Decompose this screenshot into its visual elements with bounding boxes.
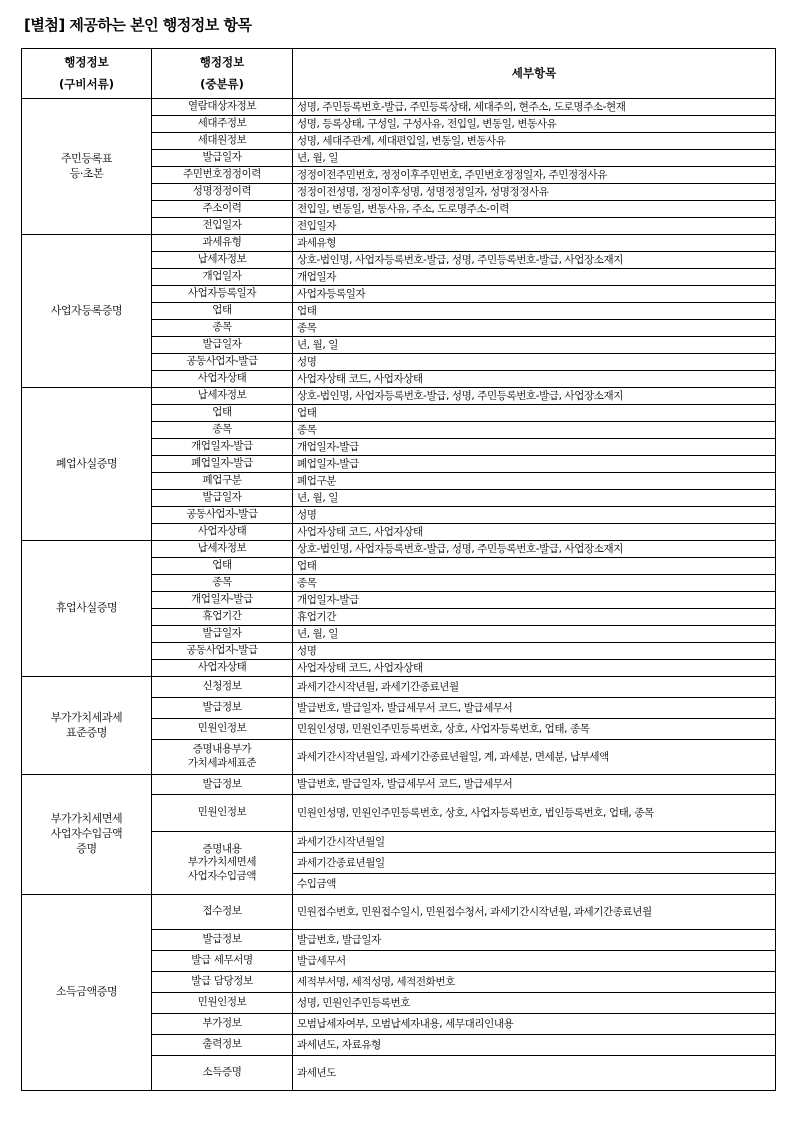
detail-cell: 성명, 주민등록번호-발급, 주민등록상태, 세대주의, 현주소, 도로명주소-현재 [293,99,776,116]
header-subcategory-line1: 행정정보 [199,54,245,69]
detail-cell: 민원접수번호, 민원접수일시, 민원접수청서, 과세기간시작년월, 과세기간종료년월 [293,895,776,930]
detail-cell: 종목 [293,320,776,337]
detail-cell: 과세유형 [293,235,776,252]
detail-cell: 업태 [293,405,776,422]
subcategory-cell: 발급정보 [152,930,293,951]
detail-cell: 성명, 등록상태, 구성일, 구성사유, 전입일, 변동일, 변동사유 [293,116,776,133]
subcategory-cell: 부가정보 [152,1014,293,1035]
detail-cell: 정정이전주민번호, 정정이후주민번호, 주민번호정정일자, 주민정정사유 [293,167,776,184]
subcategory-cell: 발급 세무서명 [152,951,293,972]
subcategory-cell: 납세자정보 [152,388,293,405]
category-cell: 사업자등록증명 [22,235,152,388]
subcategory-cell: 발급정보 [152,698,293,719]
subcategory-cell: 개업일자-발급 [152,592,293,609]
detail-cell: 사업자상태 코드, 사업자상태 [293,524,776,541]
subcategory-cell: 열람대상자정보 [152,99,293,116]
detail-cell: 사업자상태 코드, 사업자상태 [293,371,776,388]
subcategory-cell: 사업자상태 [152,660,293,677]
subcategory-cell: 업태 [152,558,293,575]
subcategory-cell: 주소이력 [152,201,293,218]
detail-cell: 모범납세자여부, 모범납세자내용, 세무대리인내용 [293,1014,776,1035]
detail-cell: 년, 월, 일 [293,337,776,354]
table-row [22,895,776,930]
subcategory-cell: 공동사업자-발급 [152,643,293,660]
detail-cell: 휴업기간 [293,609,776,626]
header-subcategory-line2: (중분류) [200,76,244,91]
detail-cell: 민원인성명, 민원인주민등록번호, 상호, 사업자등록번호, 법인등록번호, 업태, 종목 [293,795,776,832]
detail-cell: 상호-법인명, 사업자등록번호-발급, 성명, 주민등록번호-발급, 사업장소재지 [293,252,776,269]
subcategory-cell: 종목 [152,422,293,439]
detail-cell: 발급번호, 발급일자, 발급세무서 코드, 발급세무서 [293,775,776,795]
subcategory-cell: 민원인정보 [152,993,293,1014]
detail-cell: 상호-법인명, 사업자등록번호-발급, 성명, 주민등록번호-발급, 사업장소재지 [293,541,776,558]
detail-cell: 종목 [293,422,776,439]
category-cell: 부가가치세과세 표준증명 [22,677,152,775]
detail-cell: 성명, 세대주관계, 세대편입일, 변동일, 변동사유 [293,133,776,150]
subcategory-cell: 증명내용 부가가치세면세 사업자수입금액 [152,832,293,895]
detail-cell: 과세년도 [293,1056,776,1091]
subcategory-cell: 민원인정보 [152,795,293,832]
subcategory-cell: 개업일자 [152,269,293,286]
subcategory-cell: 사업자상태 [152,524,293,541]
detail-cell: 사업자상태 코드, 사업자상태 [293,660,776,677]
detail-cell: 성명 [293,507,776,524]
subcategory-cell: 발급일자 [152,626,293,643]
detail-cell: 성명 [293,354,776,371]
subcategory-cell: 업태 [152,405,293,422]
header-category [22,49,152,99]
subcategory-cell: 신청정보 [152,677,293,698]
detail-cell: 년, 월, 일 [293,150,776,167]
detail-cell: 성명, 민원인주민등록번호 [293,993,776,1014]
table-row [22,99,776,116]
subcategory-cell: 휴업기간 [152,609,293,626]
detail-cell: 업태 [293,303,776,320]
subcategory-cell: 소득증명 [152,1056,293,1091]
detail-cell: 폐업일자-발급 [293,456,776,473]
subcategory-cell: 출력정보 [152,1035,293,1056]
subcategory-cell: 폐업일자-발급 [152,456,293,473]
subcategory-cell: 종목 [152,320,293,337]
detail-cell: 년, 월, 일 [293,490,776,507]
document-title: [별첨] 제공하는 본인 행정정보 항목 [24,16,252,34]
detail-cell: 종목 [293,575,776,592]
detail-cell: 상호-법인명, 사업자등록번호-발급, 성명, 주민등록번호-발급, 사업장소재지 [293,388,776,405]
detail-cell: 발급세무서 [293,951,776,972]
table-row [22,388,776,405]
detail-cell: 업태 [293,558,776,575]
subcategory-cell: 증명내용부가 가치세과세표준 [152,740,293,775]
header-subcategory [152,49,293,99]
header-category-line1: 행정정보 [64,54,109,69]
subcategory-cell: 민원인정보 [152,719,293,740]
table-row [22,235,776,252]
detail-cell: 성명 [293,643,776,660]
detail-cell: 민원인성명, 민원인주민등록번호, 상호, 사업자등록번호, 업태, 종목 [293,719,776,740]
subcategory-cell: 발급일자 [152,150,293,167]
subcategory-cell: 종목 [152,575,293,592]
table-row [22,775,776,795]
subcategory-cell: 주민번호정정이력 [152,167,293,184]
detail-cell: 년, 월, 일 [293,626,776,643]
detail-cell: 정정이전성명, 정정이후성명, 성명정정일자, 성명정정사유 [293,184,776,201]
detail-cell: 개업일자 [293,269,776,286]
subcategory-cell: 접수정보 [152,895,293,930]
table-row [22,677,776,698]
detail-cell: 사업자등록일자 [293,286,776,303]
admin-info-table [21,48,776,1091]
subcategory-cell: 과세유형 [152,235,293,252]
detail-cell: 과세년도, 자료유형 [293,1035,776,1056]
detail-cell: 세적부서명, 세적성명, 세적전화번호 [293,972,776,993]
detail-cell: 과세기간종료년월일 [293,853,776,874]
subcategory-cell: 공동사업자-발급 [152,354,293,371]
detail-cell: 발급번호, 발급일자 [293,930,776,951]
detail-cell: 과세기간시작년월, 과세기간종료년월 [293,677,776,698]
detail-cell: 개업일자-발급 [293,592,776,609]
category-cell: 부가가치세면세 사업자수입금액 증명 [22,775,152,895]
subcategory-cell: 사업자상태 [152,371,293,388]
subcategory-cell: 발급 담당정보 [152,972,293,993]
subcategory-cell: 납세자정보 [152,541,293,558]
subcategory-cell: 성명정정이력 [152,184,293,201]
subcategory-cell: 업태 [152,303,293,320]
table-row [22,541,776,558]
category-cell: 폐업사실증명 [22,388,152,541]
subcategory-cell: 발급일자 [152,337,293,354]
subcategory-cell: 납세자정보 [152,252,293,269]
subcategory-cell: 공동사업자-발급 [152,507,293,524]
subcategory-cell: 전입일자 [152,218,293,235]
header-row [22,49,776,99]
category-cell: 소득금액증명 [22,895,152,1091]
detail-cell: 폐업구분 [293,473,776,490]
detail-cell: 과세기간시작년월일 [293,832,776,853]
detail-cell: 수입금액 [293,874,776,895]
detail-cell: 전입일자 [293,218,776,235]
category-cell: 휴업사실증명 [22,541,152,677]
category-cell: 주민등록표 등·초본 [22,99,152,235]
subcategory-cell: 폐업구분 [152,473,293,490]
detail-cell: 발급번호, 발급일자, 발급세무서 코드, 발급세무서 [293,698,776,719]
header-detail: 세부항목 [293,49,776,99]
detail-cell: 전입일, 변동일, 변동사유, 주소, 도로명주소-이력 [293,201,776,218]
subcategory-cell: 세대주정보 [152,116,293,133]
detail-cell: 개업일자-발급 [293,439,776,456]
detail-cell: 과세기간시작년월일, 과세기간종료년월일, 계, 과세분, 면세분, 납부세액 [293,740,776,775]
header-category-line2: (구비서류) [59,76,114,91]
subcategory-cell: 발급정보 [152,775,293,795]
subcategory-cell: 발급일자 [152,490,293,507]
subcategory-cell: 세대원정보 [152,133,293,150]
subcategory-cell: 사업자등록일자 [152,286,293,303]
subcategory-cell: 개업일자-발급 [152,439,293,456]
